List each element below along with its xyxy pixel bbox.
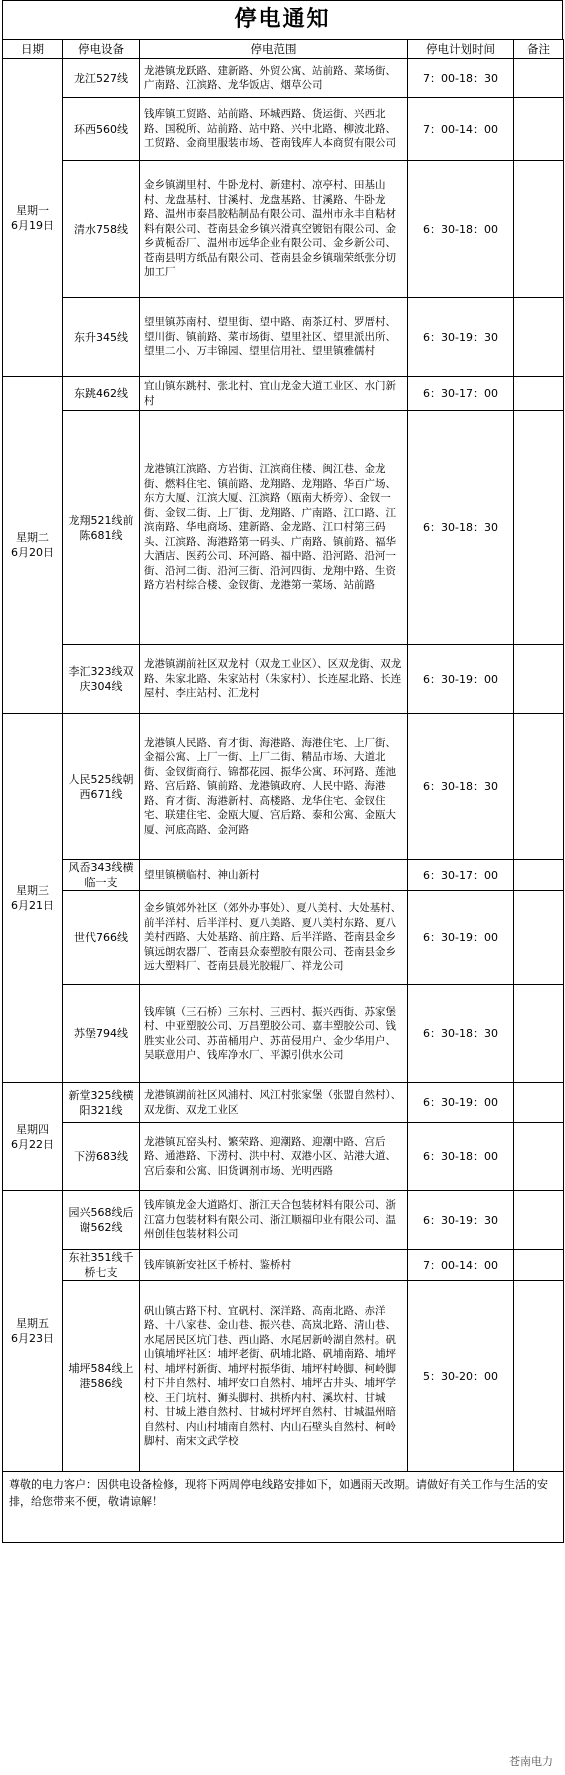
table-body [3,59,564,1472]
area-cell: 宜山镇东跳村、张北村、宜山龙金大道工业区、水门新村 [140,377,408,411]
area-cell: 钱库镇工贸路、站前路、环城西路、货运街、兴西北路、国税所、站前路、站中路、兴中北路、柳波北路、工贸路、金商里服装市场、苍南钱库人本商贸有限公司 [140,98,408,161]
outage-table [2,39,564,1543]
note-cell [514,1191,564,1250]
notice-row [3,1472,564,1543]
page-title: 停电通知 [2,0,563,39]
date-cell: 星期一 6月19日 [3,59,63,377]
device-cell: 埔坪584线上港586线 [63,1281,140,1472]
header-date: 日期 [3,40,63,59]
device-cell: 清水758线 [63,161,140,298]
header-note: 备注 [514,40,564,59]
table-row [3,377,564,411]
device-cell: 人民525线朝西671线 [63,714,140,860]
area-cell: 龙港镇湖前社区双龙村（双龙工业区）、区双龙街、双龙路、朱家北路、朱家站村（朱家村）、长连屋北路、长连屋村、李庄站村、汇龙村 [140,645,408,714]
date-cell: 星期二 6月20日 [3,377,63,714]
header-row [3,40,564,59]
date-cell: 星期五 6月23日 [3,1191,63,1472]
device-cell: 风岙343线横临一支 [63,860,140,891]
device-cell: 龙翔521线前陈681线 [63,411,140,645]
note-cell [514,1250,564,1281]
table-row [3,411,564,645]
note-cell [514,645,564,714]
time-cell: 6：30-17：00 [408,377,514,411]
note-cell [514,161,564,298]
device-cell: 苏堡794线 [63,985,140,1083]
watermark-text: 苍南电力 [509,1755,553,1768]
time-cell: 7：00-14：00 [408,98,514,161]
device-cell: 环西560线 [63,98,140,161]
device-cell: 东升345线 [63,298,140,377]
device-cell: 下涝683线 [63,1123,140,1191]
table-row [3,645,564,714]
header-area: 停电范围 [140,40,408,59]
table-row [3,1191,564,1250]
area-cell: 金乡镇郊外社区（郊外办事处）、夏八美村、大处基村、前半洋村、后半洋村、夏八美路、夏八美村东路、夏八美村西路、大处基路、前庄路、后半洋路、苍南县金乡镇远朗农器厂、苍南县众泰塑胶有限公司、苍南县金乡远大塑料厂、苍南县晨光胶辊厂、祥龙公司 [140,891,408,985]
area-cell: 金乡镇湖里村、牛卧龙村、新建村、凉亭村、田基山村、龙盘基村、甘溪村、龙盘基路、甘溪路、牛卧龙路、温州市泰昌胶粘制品有限公司、温州市永丰自粘材料有限公司、苍南县金乡镇兴滑真空镀铝有限公司、金乡黄栀岙厂、温州市远华企业有限公司、金乡新公司、苍南县明方纸品有限公司、苍南县金乡镇瑞荣纸张分切加工厂 [140,161,408,298]
device-cell: 园兴568线后谢562线 [63,1191,140,1250]
area-cell: 矾山镇古路下村、宜矾村、深洋路、高南北路、赤洋路、十八家巷、金山巷、振兴巷、高岚北路、清山巷、水尾居民区坑门巷、西山路、水尾居新岭湖自然村。矾山镇埔坪社区：埔坪老街、矾埔北路、矾埔南路、埔坪村、埔坪村新街、埔坪村振华街、埔坪村岭脚、柯岭脚村下井自然村、埔坪安口自然村、埔坪古井头、埔坪学校、王门坑村、狮头脚村、拱桥内村、溪坎村、甘城村、甘城上港自然村、甘城村坪坪自然村、甘城温州暗自然村、内山村埔南自然村、内山石壁头自然村、柯岭脚村、南宋文武学校 [140,1281,408,1472]
table-row [3,1250,564,1281]
area-cell: 龙港镇瓦窑头村、繁荣路、迎潮路、迎潮中路、宫后路、通港路、下涝村、洪中村、双港小区、站港大道、宫后泰和公寓、旧货调剂市场、光明西路 [140,1123,408,1191]
note-cell [514,1083,564,1123]
time-cell: 6：30-17：00 [408,860,514,891]
table-row [3,860,564,891]
table-row [3,714,564,860]
note-cell [514,1281,564,1472]
device-cell: 新堂325线横阳321线 [63,1083,140,1123]
note-cell [514,714,564,860]
time-cell: 6：30-18：00 [408,161,514,298]
note-cell [514,298,564,377]
device-cell: 龙江527线 [63,59,140,98]
time-cell: 7：00-14：00 [408,1250,514,1281]
area-cell: 龙港镇人民路、育才街、海港路、海港住宅、上厂街、金福公寓、上厂一街、上厂二街、精品市场、大道北街、金钗街商行、锦都花园、振华公寓、环河路、莲池路、宫后路、镇前路、龙港镇政府、人民中路、海港路、育才街、海港新村、高楼路、龙华住宅、金钗住宅、联建住宅、金瓯大厦、宫后路、泰和公寓、金瓯大厦、河底高路、金河路 [140,714,408,860]
note-cell [514,1123,564,1191]
table-row [3,1083,564,1123]
device-cell: 世代766线 [63,891,140,985]
note-cell [514,411,564,645]
notice-text: 尊敬的电力客户：因供电设备检修，现将下两周停电线路安排如下，如遇雨天改期。请做好有关工作与生活的安排，给您带来不便，敬请谅解！ [3,1472,564,1543]
time-cell: 6：30-19：30 [408,298,514,377]
table-row [3,891,564,985]
time-cell: 6：30-18：30 [408,411,514,645]
date-cell: 星期三 6月21日 [3,714,63,1083]
device-cell: 李汇323线双庆304线 [63,645,140,714]
table-row [3,98,564,161]
time-cell: 6：30-18：30 [408,714,514,860]
device-cell: 东社351线千桥七支 [63,1250,140,1281]
table-row [3,161,564,298]
area-cell: 龙港镇湖前社区风浦村、风江村张家堡（张盟自然村）、双龙街、双龙工业区 [140,1083,408,1123]
time-cell: 6：30-19：00 [408,891,514,985]
table-row [3,1123,564,1191]
area-cell: 龙港镇江滨路、方岩街、江滨商住楼、闽江巷、金龙街、燃料住宅、镇前路、龙翔路、龙翔路、华百广场、东方大厦、江滨大厦、江滨路（瓯南大桥旁）、金钗一街、金钗二街、上厂街、龙翔路、广南路、江口路、江滨南路、华电商场、建新路、金龙路、江口村第三码头、江滨路、海港路第一码头、广南路、镇前路、福华大酒店、医药公司、环河路、福中路、沿河路、沿河一街、沿河二街、沿河三街、沿河四街、龙翔中路、生资路方岩村综合楼、金钗街、龙港第一菜场、站前路 [140,411,408,645]
table-row [3,985,564,1083]
table-row [3,59,564,98]
note-cell [514,985,564,1083]
note-cell [514,98,564,161]
note-cell [514,860,564,891]
area-cell: 龙港镇龙跃路、建新路、外贸公寓、站前路、菜场街、广南路、江滨路、龙华饭店、烟草公司 [140,59,408,98]
table-row [3,1281,564,1472]
device-cell: 东跳462线 [63,377,140,411]
time-cell: 6：30-18：00 [408,1123,514,1191]
time-cell: 6：30-18：30 [408,985,514,1083]
header-device: 停电设备 [63,40,140,59]
note-cell [514,59,564,98]
time-cell: 6：30-19：30 [408,1191,514,1250]
area-cell: 望里镇横临村、神山新村 [140,860,408,891]
area-cell: 钱库镇龙金大道路灯、浙江天合包装材料有限公司、浙江富力包装材料有限公司、浙江顺福印业有限公司、温州创佳包装材料公司 [140,1191,408,1250]
table-row [3,298,564,377]
time-cell: 6：30-19：00 [408,1083,514,1123]
area-cell: 钱库镇新安社区千桥村、鉴桥村 [140,1250,408,1281]
time-cell: 7：00-18：30 [408,59,514,98]
area-cell: 望里镇苏南村、望里街、望中路、南茶辽村、罗厝村、望川街、镇前路、菜市场街、望里社区、望里派出所、望里二小、万丰锦园、望里信用社、望里镇雅儒村 [140,298,408,377]
date-cell: 星期四 6月22日 [3,1083,63,1191]
header-time: 停电计划时间 [408,40,514,59]
note-cell [514,891,564,985]
area-cell: 钱库镇（三石桥）三东村、三西村、振兴西街、苏家堡村、中亚塑胶公司、万昌塑胶公司、嘉丰塑胶公司、钱胜实业公司、苏苗桶用户、苏苗侵用户、金少华用户、吴联意用户、钱库净水厂、平源引供水公司 [140,985,408,1083]
time-cell: 6：30-19：00 [408,645,514,714]
time-cell: 5：30-20：00 [408,1281,514,1472]
note-cell [514,377,564,411]
